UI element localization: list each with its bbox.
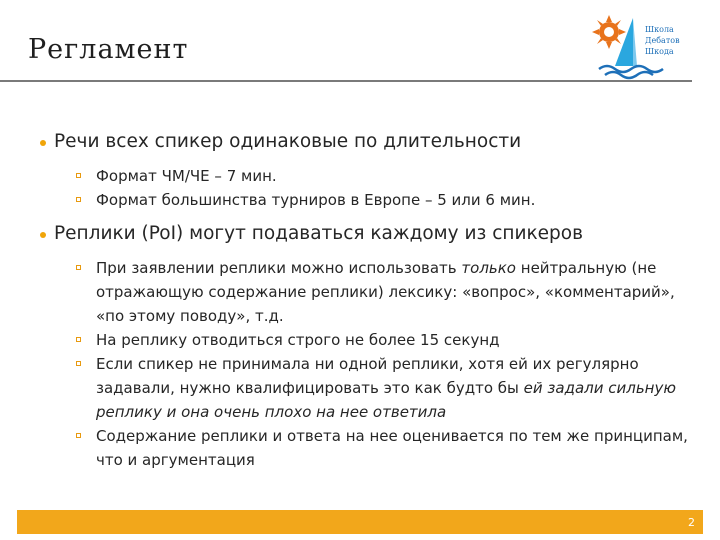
sub-bullet-europe: [76, 188, 698, 212]
sub-bullet-poi-refusal: [76, 352, 698, 424]
sub-bullet-text-c: нейтральную (не отражающую содержание реплики) лексику: «вопрос», «комментарий», «по этому поводу», т.д.: [96, 259, 675, 325]
sub-bullet-text: Формат большинства турниров в Европе – 5 или 6 мин.: [96, 191, 536, 209]
debate-school-logo: [589, 12, 695, 80]
sub-bullet-poi-evaluation: [76, 424, 698, 472]
bullet-poi: [38, 222, 698, 246]
sub-bullet-square-icon: [76, 433, 81, 438]
sub-bullet-text: На реплику отводиться строго не более 15 секунд: [96, 331, 500, 349]
sub-bullet-text: Формат ЧМ/ЧЕ – 7 мин.: [96, 167, 277, 185]
bullet-dot-icon: [40, 140, 46, 146]
slide-title: Регламент: [28, 34, 189, 65]
sub-bullet-square-icon: [76, 361, 81, 366]
sub-bullet-square-icon: [76, 173, 81, 178]
sub-bullet-text-emph: ей задали сильную реплику и она очень плохо на нее ответила: [96, 379, 676, 421]
bullet-dot-icon: [40, 232, 46, 238]
logo-text-line1: Школа: [645, 25, 674, 34]
sub-bullet-text-a: Если спикер не принимала ни одной реплики, хотя ей их регулярно задавали, нужно квалифицировать это как будто бы: [96, 355, 639, 397]
footer-bar: [17, 510, 703, 534]
sub-bullet-square-icon: [76, 265, 81, 270]
sub-bullet-text: Содержание реплики и ответа на нее оценивается по тем же принципам, что и аргументация: [96, 427, 688, 469]
bullet-text: Речи всех спикер одинаковые по длительности: [54, 131, 522, 152]
logo-text-line2: Дебатов: [645, 36, 680, 45]
sub-bullet-text-emph: только: [461, 259, 516, 277]
page-number: 2: [688, 516, 695, 529]
sub-bullet-square-icon: [76, 197, 81, 202]
sub-bullet-text-a: При заявлении реплики можно использовать: [96, 259, 462, 277]
wave-icon: [599, 66, 663, 78]
slide-content: [38, 130, 698, 472]
sub-bullet-poi-time: [76, 328, 698, 352]
logo-text-line3: Шкода: [645, 47, 674, 56]
sub-bullet-poi-wording: [76, 256, 698, 328]
sub-bullet-wsdc: [76, 164, 698, 188]
bullet-speech-length: [38, 130, 698, 154]
sun-icon: [592, 15, 626, 49]
bullet-text: Реплики (PoI) могут подаваться каждому из спикеров: [54, 223, 584, 244]
title-divider: [0, 80, 692, 82]
sub-bullet-square-icon: [76, 337, 81, 342]
